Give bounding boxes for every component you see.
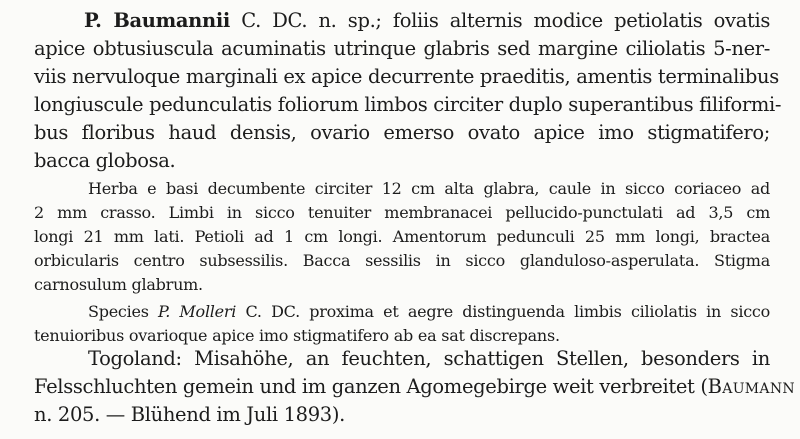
description-line-3: longi 21 mm lati. Petioli ad 1 cm longi. Amentorum pedunculi 25 mm longi, bractea xyxy=(34,227,770,246)
diagnosis-line-1 xyxy=(84,7,770,35)
description-line-4: orbicularis centro subsessilis. Bacca sessilis in sicco glanduloso-asperulata. Stigma xyxy=(34,251,770,270)
diagnosis-line-5: bus floribus haud densis, ovario emerso ovato apice imo stigmatifero; xyxy=(34,121,770,144)
comparison-line-2: tenuioribus ovarioque apice imo stigmatifero ab ea sat discrepans. xyxy=(34,326,560,345)
diagnosis-line-6: bacca globosa. xyxy=(34,149,176,172)
locality-line-2-text: Felsschluchten gemein und im ganzen Agomegebirge weit verbreitet ( xyxy=(34,375,708,398)
locality-line-3: n. 205. — Blühend im Juli 1893). xyxy=(34,403,345,426)
description-line-2: 2 mm crasso. Limbi in sicco tenuiter membranacei pellucido-punctulati ad 3,5 cm xyxy=(34,203,770,222)
locality-line-1: Togoland: Misahöhe, an feuchten, schattigen Stellen, besonders in xyxy=(88,347,770,370)
description-line-5: carnosulum glabrum. xyxy=(34,275,203,294)
diagnosis-line-1-text: C. DC. n. sp.; foliis alternis modice petiolatis ovatis xyxy=(229,9,771,32)
species-name: P. Baumannii xyxy=(84,9,230,32)
diagnosis-line-2: apice obtusiuscula acuminatis utrinque glabris sed margine ciliolatis 5-ner- xyxy=(34,37,770,60)
description-line-1: Herba e basi decumbente circiter 12 cm alta glabra, caule in sicco coriaceo ad xyxy=(88,179,770,198)
diagnosis-line-3: viis nervuloque marginali ex apice decurrente praeditis, amentis terminalibus xyxy=(34,65,779,88)
comparison-line-1 xyxy=(88,300,770,324)
related-species-name: P. Molleri xyxy=(158,302,237,321)
comparison-prefix: Species xyxy=(88,302,158,321)
comparison-line-1-text: C. DC. proxima et aegre distinguenda limbis ciliolatis in sicco xyxy=(236,302,770,321)
locality-line-2 xyxy=(34,373,795,401)
diagnosis-line-4: longiuscule pedunculatis foliorum limbos circiter duplo superantibus filiformi- xyxy=(34,93,782,116)
collector-name: Baumann xyxy=(707,375,795,398)
